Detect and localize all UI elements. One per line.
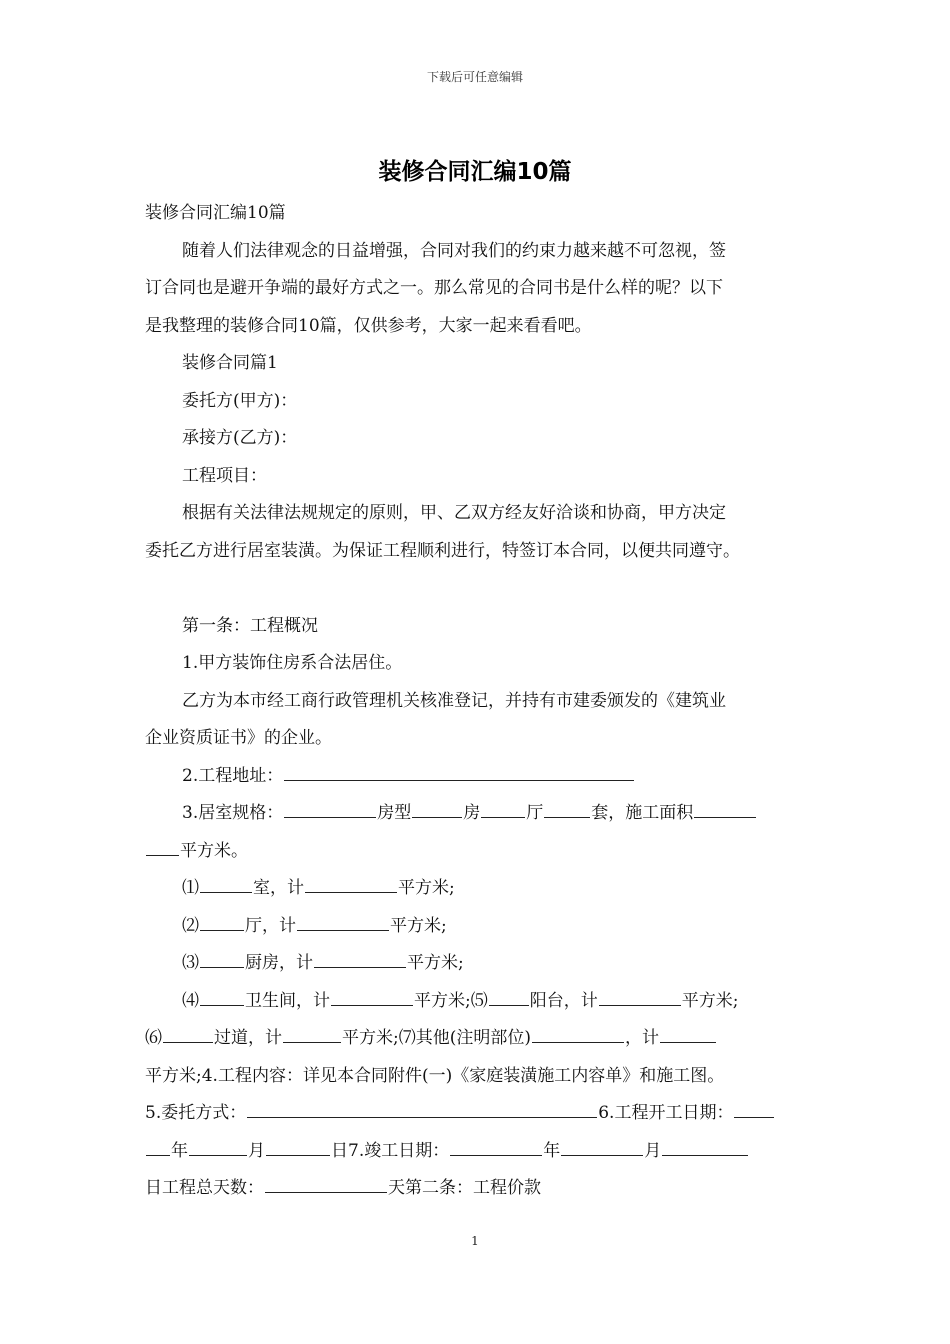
room-7-location-blank[interactable] [532,1025,624,1043]
hall-count-blank[interactable] [481,800,525,818]
room-2-area-blank[interactable] [297,913,389,931]
spec-blank[interactable] [284,800,376,818]
room-5-count-blank[interactable] [489,988,529,1006]
dates-line [145,1138,815,1176]
start-year-blank[interactable] [734,1100,774,1118]
total-days-blank[interactable] [265,1175,387,1193]
start-month-blank[interactable] [189,1138,247,1156]
section-heading: 装修合同篇1 [182,353,278,373]
room-4-area-blank[interactable] [331,988,413,1006]
room-3-unit: 平方米; [407,953,464,973]
spec-type-text: 房型 [377,803,412,823]
preamble-line-2: 委托乙方进行居室装潢。为保证工程顺利进行，特签订本合同，以便共同遵守。 [145,540,740,561]
room-3-name: 厨房，计 [245,953,313,973]
room-1-count-blank[interactable] [200,875,252,893]
room-count-blank[interactable] [412,800,462,818]
room-6-number: ⑹ [145,1028,162,1048]
completion-year-blank[interactable] [450,1138,542,1156]
room-2-unit: 平方米; [390,915,447,936]
room-4-count-blank[interactable] [200,988,244,1006]
spec-area-text: 套，施工面积 [591,803,694,823]
room-5-number: ⑸ [470,990,488,1011]
project-label: 工程项目： [182,465,267,486]
month-text-1: 月 [248,1140,265,1161]
intro-line-1: 随着人们法律观念的日益增强，合同对我们的约束力越来越不可忽视，签 [182,240,726,261]
room-4-name: 卫生间，计 [245,990,330,1011]
room-5-name: 阳台，计 [529,990,598,1011]
room-6-count-blank[interactable] [163,1025,213,1043]
room-line-5 [145,1025,815,1063]
start-date-label: 6.工程开工日期： [598,1103,734,1123]
room-line-3 [145,950,815,988]
room-3-count-blank[interactable] [200,950,244,968]
year-text-2: 年 [543,1140,561,1161]
delegation-label: 5.委托方式： [145,1103,247,1123]
item-3-spec [145,800,815,838]
completion-date-label: 日7.竣工日期： [331,1140,450,1161]
item-1-detail-2: 企业资质证书》的企业。 [145,728,332,748]
spec-room-text: 房 [463,803,481,823]
article-2-heading: 天第二条：工程价款 [388,1178,541,1198]
item-1: 1.甲方装饰住房系合法居住。 [182,653,403,673]
item-5-6-line [145,1100,815,1138]
year-text-1: 年 [171,1140,188,1161]
room-3-number: ⑶ [182,953,199,973]
room-4-number: ⑷ [182,990,199,1011]
address-blank[interactable] [284,763,634,781]
room-1-area-blank[interactable] [305,875,397,893]
intro-line-2: 订合同也是避开争端的最好方式之一。那么常见的合同书是什么样的呢？以下 [145,278,723,298]
item-4-content: 平方米;4.工程内容：详见本合同附件(一)《家庭装潢施工内容单》和施工图。 [145,1065,725,1086]
room-5-unit: 平方米; [681,990,739,1011]
item-1-detail-1: 乙方为本市经工商行政管理机关核准登记，并持有市建委颁发的《建筑业 [182,690,726,711]
item-3-spec-cont [145,838,815,876]
total-days-line [145,1175,815,1213]
room-5-area-blank[interactable] [599,988,681,1006]
room-2-number: ⑵ [182,915,199,936]
party-a-label: 委托方(甲方)： [182,390,298,411]
article-1-heading: 第一条：工程概况 [182,615,318,636]
spec-label: 3.居室规格： [182,803,284,823]
item-2-address [145,763,815,801]
room-2-name: 厅，计 [245,915,296,936]
room-line-2 [145,913,815,951]
area-blank[interactable] [694,800,756,818]
room-7-calc: ，计 [625,1028,659,1048]
room-line-1 [145,875,815,913]
party-b-label: 承接方(乙方)： [182,428,298,448]
room-3-area-blank[interactable] [314,950,406,968]
room-1-name: 室，计 [253,878,304,898]
room-line-4 [145,988,815,1026]
set-count-blank[interactable] [544,800,590,818]
subtitle: 装修合同汇编10篇 [145,203,286,223]
spec-hall-text: 厅 [526,803,544,823]
start-day-blank[interactable] [266,1138,330,1156]
room-7-other: ⑺其他(注明部位) [398,1028,531,1048]
room-4-unit: 平方米; [414,990,471,1011]
delegation-blank[interactable] [247,1100,597,1118]
room-7-area-blank[interactable] [660,1025,716,1043]
page-number: 1 [471,1234,479,1248]
document-title: 装修合同汇编10篇 [378,159,572,185]
room-6-unit: 平方米; [342,1028,399,1048]
completion-day-blank[interactable] [662,1138,748,1156]
preamble-line-1: 根据有关法律法规规定的原则，甲、乙双方经友好洽谈和协商，甲方决定 [182,503,726,523]
month-text-2: 月 [644,1140,662,1161]
room-6-area-blank[interactable] [283,1025,341,1043]
area-blank-cont[interactable] [146,838,179,856]
start-year-blank-cont[interactable] [146,1138,170,1156]
room-2-count-blank[interactable] [200,913,244,931]
intro-line-3: 是我整理的装修合同10篇，仅供参考，大家一起来看看吧。 [145,315,592,336]
spec-sqm-text: 平方米。 [180,840,248,861]
room-6-name: 过道，计 [214,1028,282,1048]
total-days-label: 日工程总天数： [145,1178,264,1198]
completion-month-blank[interactable] [561,1138,643,1156]
room-1-number: ⑴ [182,878,199,898]
room-1-unit: 平方米; [398,878,455,898]
address-label: 2.工程地址： [182,765,284,786]
page-header-note: 下载后可任意编辑 [426,70,523,84]
document-body [145,200,815,1213]
spacer [145,575,815,613]
